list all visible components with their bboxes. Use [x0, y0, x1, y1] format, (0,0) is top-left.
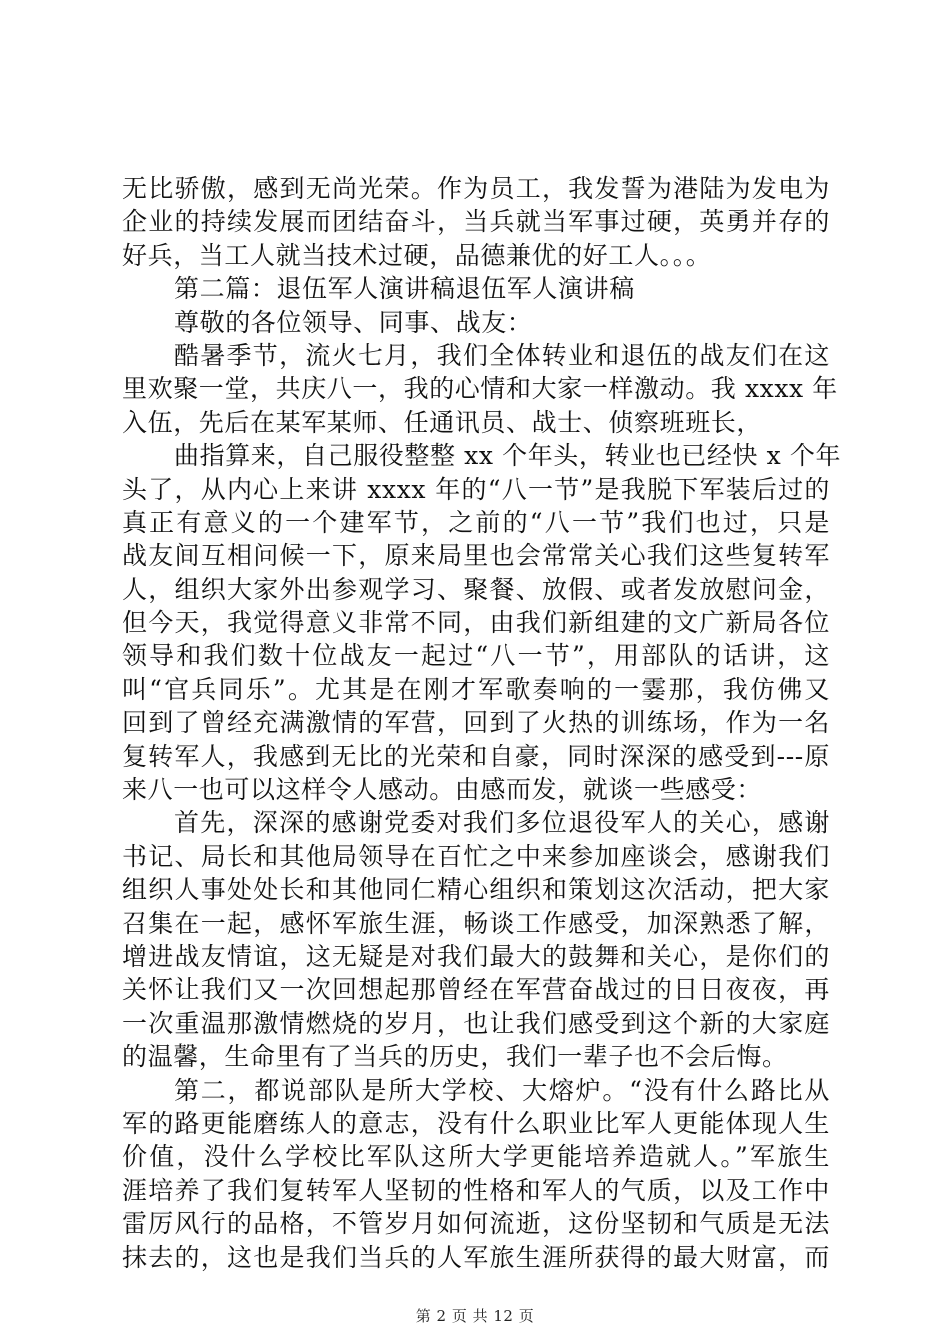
text-line: 召集在一起，感怀军旅生涯，畅谈工作感受，加深熟悉了解，	[122, 908, 830, 938]
text-line: 战友间互相问候一下，原来局里也会常常关心我们这些复转军	[122, 541, 830, 571]
text-line: 增进战友情谊，这无疑是对我们最大的鼓舞和关心，是你们的	[122, 941, 830, 971]
text-line: 首先，深深的感谢党委对我们多位退役军人的关心，感谢	[174, 808, 830, 838]
text-line: 曲指算来，自己服役整整 xx 个年头，转业也已经快 x 个年	[174, 441, 842, 471]
page-number-footer: 第 2 页 共 12 页	[415, 1307, 535, 1325]
text-line: 头了，从内心上来讲 xxxx 年的“八一节”是我脱下军装后过的	[122, 474, 830, 504]
text-line: 真正有意义的一个建军节，之前的“八一节”我们也过，只是	[122, 507, 830, 537]
text-line: 好兵，当工人就当技术过硬，品德兼优的好工人。。。	[122, 240, 712, 270]
text-line: 企业的持续发展而团结奋斗，当兵就当军事过硬，英勇并存的	[122, 207, 830, 237]
text-line: 无比骄傲，感到无尚光荣。作为员工，我发誓为港陆为发电为	[122, 174, 830, 203]
text-line: 雷厉风行的品格，不管岁月如何流逝，这份坚韧和气质是无法	[122, 1209, 830, 1239]
text-line: 第二，都说部队是所大学校、大熔炉。“没有什么路比从	[174, 1075, 830, 1105]
section-heading: 第二篇：退伍军人演讲稿退伍军人演讲稿	[174, 274, 635, 304]
text-line: 回到了曾经充满激情的军营，回到了火热的训练场，作为一名	[122, 708, 830, 738]
text-line: 领导和我们数十位战友一起过“八一节”，用部队的话讲，这	[122, 641, 830, 671]
text-line: 书记、局长和其他局领导在百忙之中来参加座谈会，感谢我们	[122, 841, 830, 871]
text-line: 涯培养了我们复转军人坚韧的性格和军人的气质，以及工作中	[122, 1175, 830, 1205]
document-body	[122, 172, 842, 1274]
text-line: 酷暑季节，流火七月，我们全体转业和退伍的战友们在这	[174, 340, 830, 370]
text-line: 组织人事处处长和其他同仁精心组织和策划这次活动，把大家	[122, 875, 830, 905]
text-line: 抹去的，这也是我们当兵的人军旅生涯所获得的最大财富，而	[122, 1242, 830, 1272]
text-line: 复转军人，我感到无比的光荣和自豪，同时深深的感受到---原	[122, 741, 830, 771]
text-line: 叫“官兵同乐”。尤其是在刚才军歌奏响的一霎那，我仿佛又	[122, 674, 830, 704]
text-line: 一次重温那激情燃烧的岁月，也让我们感受到这个新的大家庭	[122, 1008, 830, 1038]
text-line: 入伍，先后在某军某师、任通讯员、战士、侦察班班长，	[122, 407, 763, 437]
text-line: 军的路更能磨练人的意志，没有什么职业比军人更能体现人生	[122, 1108, 830, 1138]
salutation: 尊敬的各位领导、同事、战友：	[174, 307, 533, 337]
text-line: 来八一也可以这样令人感动。由感而发，就谈一些感受：	[122, 775, 763, 805]
text-line: 价值，没什么学校比军队这所大学更能培养造就人。”军旅生	[122, 1142, 830, 1172]
text-line: 但今天，我觉得意义非常不同，由我们新组建的文广新局各位	[122, 608, 830, 638]
text-line: 人，组织大家外出参观学习、聚餐、放假、或者发放慰问金，	[122, 574, 830, 604]
text-line: 的温馨，生命里有了当兵的历史，我们一辈子也不会后悔。	[122, 1042, 788, 1072]
text-line: 里欢聚一堂，共庆八一，我的心情和大家一样激动。我 xxxx 年	[122, 374, 838, 404]
text-line: 关怀让我们又一次回想起那曾经在军营奋战过的日日夜夜，再	[122, 975, 830, 1005]
